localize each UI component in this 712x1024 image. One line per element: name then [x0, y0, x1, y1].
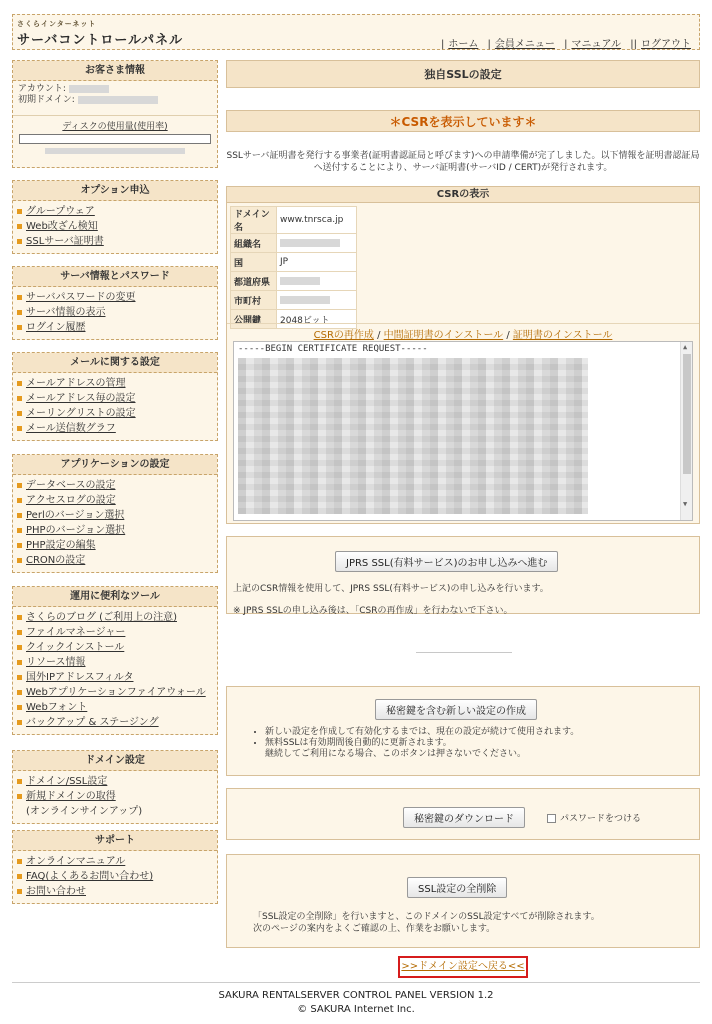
sidebar-item-web-tamper[interactable]: Web改ざん検知 — [17, 219, 213, 234]
csr-redacted-content — [238, 358, 588, 514]
sidebar-section-mail — [12, 352, 218, 441]
bullet-icon — [17, 224, 22, 229]
sidebar-item-faq[interactable]: FAQ(よくあるお問い合わせ) — [17, 869, 213, 884]
account-value-redacted — [69, 85, 109, 93]
sidebar-item-server-password[interactable]: サーバパスワードの変更 — [17, 290, 213, 305]
sidebar-item-web-font[interactable]: Webフォント — [17, 700, 213, 715]
bullet-icon — [17, 543, 22, 548]
sidebar-item-new-domain[interactable]: 新規ドメインの取得 (オンラインサインアップ) — [17, 789, 213, 819]
scroll-down-icon[interactable]: ▼ — [683, 500, 688, 508]
bullet-icon — [17, 209, 22, 214]
create-new-settings-button[interactable]: 秘密鍵を含む新しい設定の作成 — [375, 699, 537, 720]
page-title: 独自SSLの設定 — [226, 60, 700, 88]
install-cert-link[interactable]: 証明書のインストール — [512, 330, 613, 341]
back-to-domain-settings-link[interactable]: >>ドメイン設定へ戻る<< — [398, 956, 528, 978]
nav-home[interactable]: ホーム — [448, 39, 479, 50]
customer-info-box — [12, 60, 218, 168]
jprs-note: 上記のCSR情報を使用して、JPRS SSL(有料サービス)の申し込みを行います。 — [233, 584, 549, 594]
nav-logout[interactable]: ログアウト — [641, 39, 691, 50]
logo-subtitle: さくらインターネット — [17, 20, 97, 28]
redacted-value — [280, 239, 340, 247]
status-heading: ＊CSRを表示しています＊ — [226, 110, 700, 132]
bullet-icon — [17, 558, 22, 563]
bullet-icon — [17, 411, 22, 416]
download-panel — [226, 788, 700, 840]
jprs-warning: ※ JPRS SSLの申し込み後は、「CSRの再作成」を行わないで下さい。 — [233, 606, 513, 616]
table-row: 国 JP — [231, 253, 357, 272]
table-row: ドメイン名 www.tnrsca.jp — [231, 207, 357, 234]
sidebar-section-domain — [12, 750, 218, 824]
table-row: 組織名 — [231, 234, 357, 253]
logo: サーバコントロールパネル — [17, 33, 184, 48]
bullet-icon — [17, 705, 22, 710]
sidebar-item-ip-filter[interactable]: 国外IPアドレスフィルタ — [17, 670, 213, 685]
csr-info-table — [230, 206, 357, 329]
table-row: 公開鍵 2048ビット — [231, 310, 357, 329]
redacted-value — [280, 296, 330, 304]
list-item: 継続してご利用になる場合、このボタンは押さないでください。 — [265, 749, 527, 759]
bullet-icon — [17, 239, 22, 244]
sidebar-item-backup[interactable]: バックアップ & ステージング — [17, 715, 213, 730]
csr-links: CSRの再作成 / 中間証明書のインストール / 証明書のインストール — [227, 323, 699, 341]
section-title: 運用に便利なツール — [13, 587, 217, 607]
sidebar-item-database[interactable]: データベースの設定 — [17, 478, 213, 493]
download-private-key-button[interactable]: 秘密鍵のダウンロード — [403, 807, 525, 828]
sidebar-item-login-history[interactable]: ログイン履歴 — [17, 320, 213, 335]
bullet-icon — [17, 690, 22, 695]
divider — [416, 652, 512, 653]
bullet-icon — [17, 615, 22, 620]
install-intermediate-link[interactable]: 中間証明書のインストール — [383, 330, 504, 341]
sidebar-item-contact[interactable]: お問い合わせ — [17, 884, 213, 899]
intro-text: SSLサーバ証明書を発行する事業者(証明書認証局と呼びます)への申請準備が完了しました。以下情報を証明書認証局へ送付することにより、サーバ証明書(サーバID / CERT)が発行されます。 — [226, 151, 700, 173]
section-title: オプション申込 — [13, 181, 217, 201]
sidebar-item-resource-info[interactable]: リソース情報 — [17, 655, 213, 670]
sidebar-section-apps — [12, 454, 218, 573]
sidebar-item-mail-settings[interactable]: メールアドレス毎の設定 — [17, 391, 213, 406]
bullet-icon — [17, 720, 22, 725]
footer-version: SAKURA RENTALSERVER CONTROL PANEL VERSION 1.2 — [218, 990, 494, 1001]
table-row: 市町村 — [231, 291, 357, 310]
table-row: 都道府県 — [231, 272, 357, 291]
delete-panel — [226, 854, 700, 948]
redacted-value — [280, 277, 320, 285]
disk-usage-bar — [19, 134, 211, 144]
password-checkbox[interactable]: パスワードをつける — [547, 811, 641, 824]
sidebar-item-mail-address[interactable]: メールアドレスの管理 — [17, 376, 213, 391]
new-key-notes — [257, 727, 579, 760]
sidebar-item-ssl-cert[interactable]: SSLサーバ証明書 — [17, 234, 213, 249]
header — [12, 14, 700, 50]
bullet-icon — [17, 859, 22, 864]
sidebar-item-mailing-list[interactable]: メーリングリストの設定 — [17, 406, 213, 421]
bullet-icon — [17, 513, 22, 518]
bullet-icon — [17, 483, 22, 488]
bullet-icon — [17, 310, 22, 315]
csr-panel — [226, 186, 700, 524]
bullet-icon — [17, 874, 22, 879]
sidebar-section-support — [12, 830, 218, 904]
jprs-apply-button[interactable]: JPRS SSL(有料サービス)のお申し込みへ進む — [335, 551, 558, 572]
top-nav: | ホーム | 会員メニュー | マニュアル || ログアウト — [440, 39, 691, 50]
list-item: • 無料SSLは有効期間後自動的に更新されます。 — [265, 738, 579, 749]
bullet-icon — [17, 426, 22, 431]
delete-note: 「SSL設定の全削除」を行いますと、このドメインのSSL設定すべてが削除されます。 次のページの案内をよくご確認の上、作業をお願いします。 — [253, 912, 600, 934]
sidebar-item-file-manager[interactable]: ファイルマネージャー — [17, 625, 213, 640]
csr-text-header: -----BEGIN CERTIFICATE REQUEST----- — [238, 344, 428, 354]
sidebar-item-groupware[interactable]: グループウェア — [17, 204, 213, 219]
csr-heading: CSRの表示 — [227, 187, 699, 203]
sidebar-item-signup-note: (オンラインサインアップ) — [26, 806, 143, 817]
sidebar-item-php-version[interactable]: PHPのバージョン選択 — [17, 523, 213, 538]
scrollbar[interactable] — [680, 342, 692, 520]
sidebar-item-perl-version[interactable]: Perlのバージョン選択 — [17, 508, 213, 523]
list-item: • 新しい設定を作成して有効化するまでは、現在の設定が続けて使用されます。 — [265, 727, 579, 738]
scroll-up-icon[interactable]: ▲ — [683, 343, 688, 351]
bullet-icon — [17, 295, 22, 300]
checkbox-icon[interactable] — [547, 814, 556, 823]
scroll-thumb[interactable] — [683, 354, 691, 474]
section-title: ドメイン設定 — [13, 751, 217, 771]
delete-all-ssl-button[interactable]: SSL設定の全削除 — [407, 877, 507, 898]
nav-member-menu[interactable]: 会員メニュー — [494, 39, 555, 50]
bullet-icon — [17, 396, 22, 401]
bullet-icon — [17, 660, 22, 665]
sidebar-section-options — [12, 180, 218, 254]
sidebar-item-quick-install[interactable]: クイックインストール — [17, 640, 213, 655]
jprs-panel — [226, 536, 700, 614]
bullet-icon — [17, 381, 22, 386]
footer-divider — [12, 982, 700, 983]
new-key-panel — [226, 686, 700, 776]
recreate-csr-link[interactable]: CSRの再作成 — [313, 330, 374, 341]
bullet-icon — [17, 675, 22, 680]
bullet-icon — [17, 528, 22, 533]
domain-value-redacted — [78, 96, 158, 104]
account-label: アカウント: — [18, 84, 66, 94]
bullet-icon — [17, 779, 22, 784]
section-title: サーバ情報とパスワード — [13, 267, 217, 287]
sidebar-item-php-settings[interactable]: PHP設定の編集 — [17, 538, 213, 553]
section-title: メールに関する設定 — [13, 353, 217, 373]
bullet-icon — [17, 630, 22, 635]
footer-copyright: © SAKURA Internet Inc. — [297, 1004, 415, 1015]
bullet-icon — [17, 498, 22, 503]
bullet-icon — [17, 645, 22, 650]
csr-textarea[interactable] — [233, 341, 693, 521]
sidebar-item-waf[interactable]: Webアプリケーションファイアウォール — [17, 685, 213, 700]
bullet-icon — [17, 794, 22, 799]
nav-manual[interactable]: マニュアル — [571, 39, 622, 50]
bullet-icon — [17, 325, 22, 330]
domain-label: 初期ドメイン: — [18, 95, 75, 105]
sidebar-section-server-info — [12, 266, 218, 340]
sidebar-item-server-info[interactable]: サーバ情報の表示 — [17, 305, 213, 320]
disk-usage-value-redacted — [45, 148, 185, 154]
section-title: サポート — [13, 831, 217, 851]
sidebar-item-cron[interactable]: CRONの設定 — [17, 553, 213, 568]
sidebar-item-online-manual[interactable]: オンラインマニュアル — [17, 854, 213, 869]
customer-info-title: お客さま情報 — [13, 61, 217, 81]
sidebar-section-tools — [12, 586, 218, 735]
customer-info — [13, 81, 217, 109]
sidebar-item-access-log[interactable]: アクセスログの設定 — [17, 493, 213, 508]
sidebar-item-blog[interactable]: さくらのブログ (ご利用上の注意) — [17, 610, 213, 625]
sidebar-item-mail-graph[interactable]: メール送信数グラフ — [17, 421, 213, 436]
sidebar-item-domain-ssl[interactable]: ドメイン/SSL設定 — [17, 774, 213, 789]
bullet-icon — [17, 889, 22, 894]
section-title: アプリケーションの設定 — [13, 455, 217, 475]
disk-usage-link[interactable]: ディスクの使用量(使用率) — [13, 115, 217, 132]
